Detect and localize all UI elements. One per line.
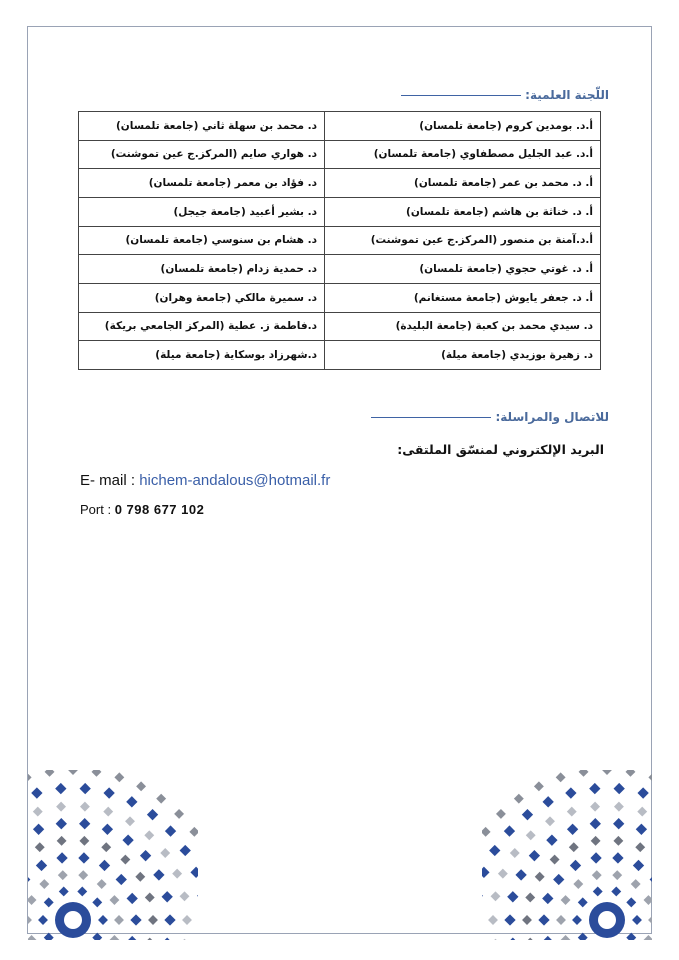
committee-member-right: أ.د. بومدين كروم (جامعة تلمسان)	[325, 112, 601, 141]
contact-heading	[371, 410, 609, 424]
committee-member-right: أ. د. جعفر يايوش (جامعة مستغانم)	[325, 283, 601, 312]
heading-underline	[401, 95, 521, 96]
committee-row	[79, 341, 601, 370]
committee-member-left: د.شهرزاد بوسكاية (جامعة ميلة)	[79, 341, 325, 370]
committee-member-left: د. فؤاد بن معمر (جامعة تلمسان)	[79, 169, 325, 198]
committee-member-right: د. زهيرة بوزيدي (جامعة ميلة)	[325, 341, 601, 370]
committee-table	[78, 111, 601, 370]
committee-row	[79, 140, 601, 169]
committee-row	[79, 197, 601, 226]
committee-row	[79, 312, 601, 341]
committee-row	[79, 112, 601, 141]
committee-heading	[401, 88, 609, 102]
phone-line	[80, 502, 204, 517]
committee-member-left: د. محمد بن سهلة ثاني (جامعة تلمسان)	[79, 112, 325, 141]
committee-member-right: أ.د.آمنة بن منصور (المركز.ج عين تموشنت)	[325, 226, 601, 255]
email-address-link[interactable]: hichem-andalous@hotmail.fr	[139, 472, 331, 489]
ornament-right-graphic	[482, 770, 652, 940]
committee-member-left: د. سميرة مالكي (جامعة وهران)	[79, 283, 325, 312]
committee-row	[79, 283, 601, 312]
committee-row	[79, 226, 601, 255]
email-label: البريد الإلكتروني لمنسّق الملتقى:	[397, 442, 604, 457]
committee-row	[79, 169, 601, 198]
committee-heading-text: اللّجنة العلمية:	[525, 88, 609, 102]
committee-member-left: د.فاطمة ز. عطية (المركز الجامعي بريكة)	[79, 312, 325, 341]
committee-member-left: د. حمدية زدام (جامعة تلمسان)	[79, 255, 325, 284]
phone-label: Port :	[80, 502, 112, 517]
email-line	[80, 472, 330, 489]
ornament-left-graphic	[28, 770, 198, 940]
committee-member-right: أ.د. عبد الجليل مصطفاوي (جامعة تلمسان)	[325, 140, 601, 169]
phone-number: 0 798 677 102	[114, 502, 205, 517]
contact-heading-text: للاتصال والمراسلة:	[495, 410, 609, 424]
committee-row	[79, 255, 601, 284]
committee-member-right: أ. د. خناثة بن هاشم (جامعة تلمسان)	[325, 197, 601, 226]
arabesque-ornament-left	[28, 770, 198, 940]
email-prefix: E- mail :	[80, 472, 136, 489]
arabesque-ornament-right	[482, 770, 652, 940]
committee-member-right: د. سيدي محمد بن كعبة (جامعة البليدة)	[325, 312, 601, 341]
heading-underline	[371, 417, 491, 418]
committee-member-left: د. هشام بن سنوسي (جامعة تلمسان)	[79, 226, 325, 255]
committee-member-right: أ. د. محمد بن عمر (جامعة تلمسان)	[325, 169, 601, 198]
committee-member-right: أ. د. غوتي حجوي (جامعة تلمسان)	[325, 255, 601, 284]
committee-member-left: د. بشير أعبيد (جامعة جيجل)	[79, 197, 325, 226]
committee-member-left: د. هواري صايم (المركز.ج عين تموشنت)	[79, 140, 325, 169]
